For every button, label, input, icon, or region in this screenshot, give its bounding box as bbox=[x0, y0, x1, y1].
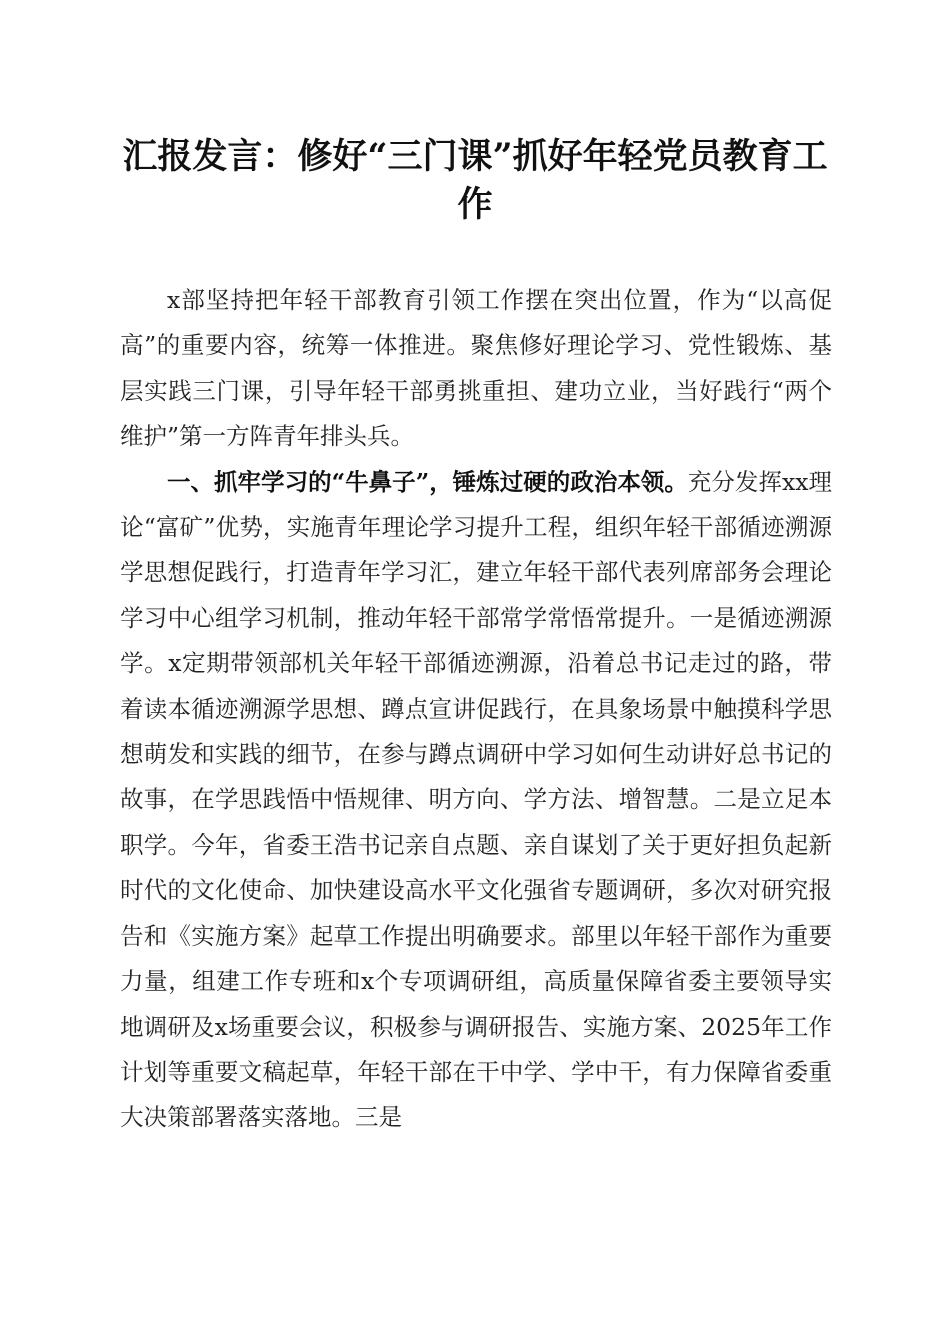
section-one-paragraph bbox=[120, 460, 832, 1141]
section-one-heading: 一、抓牢学习的“牛鼻子”，锤炼过硬的政治本领。 bbox=[167, 467, 688, 496]
section-one-text: 充分发挥xx理论“富矿”优势，实施青年理论学习提升工程，组织年轻干部循迹溯源学思想促践行，打造青年学习汇，建立年轻干部代表列席部务会理论学习中心组学习机制，推动年轻干部常学常悟常提升。一是循迹溯源学。x定期带领部机关年轻干部循迹溯源，沿着总书记走过的路，带着读本循迹溯源学思想、蹲点宣讲促践行，在具象场景中触摸科学思想萌发和实践的细节，在参与蹲点调研中学习如何生动讲好总书记的故事，在学思践悟中悟规律、明方向、学方法、增智慧。二是立足本职学。今年，省委王浩书记亲自点题、亲自谋划了关于更好担负起新时代的文化使命、加快建设高水平文化强省专题调研，多次对研究报告和《实施方案》起草工作提出明确要求。部里以年轻干部作为重要力量，组建工作专班和x个专项调研组，高质量保障省委主要领导实地调研及x场重要会议，积极参与调研报告、实施方案、2025年工作计划等重要文稿起草，年轻干部在干中学、学中干，有力保障省委重大决策部署落实落地。三是 bbox=[120, 467, 832, 1132]
document-title: 汇报发言：修好“三门课”抓好年轻党员教育工作 bbox=[122, 136, 828, 225]
intro-paragraph-text: x部坚持把年轻干部教育引领工作摆在突出位置，作为“以高促高”的重要内容，统筹一体推进。聚焦修好理论学习、党性锻炼、基层实践三门课，引导年轻干部勇挑重担、建功立业，当好践行“两个维护”第一方阵青年排头兵。 bbox=[120, 286, 832, 451]
document-body bbox=[120, 278, 832, 1141]
intro-paragraph bbox=[120, 278, 832, 460]
